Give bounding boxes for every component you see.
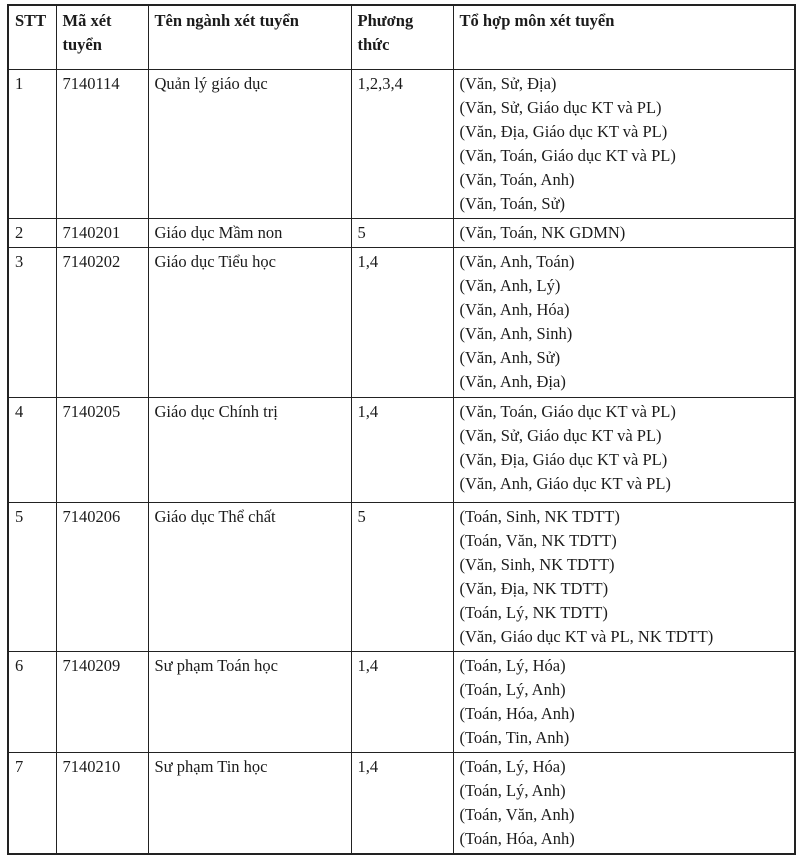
subject-combination: (Văn, Toán, Giáo dục KT và PL) bbox=[459, 402, 676, 421]
column-header-stt: STT bbox=[8, 5, 56, 70]
cell-ma-xet-tuyen: 7140201 bbox=[56, 219, 148, 248]
cell-stt: 1 bbox=[8, 70, 56, 219]
table-row bbox=[8, 398, 795, 503]
admission-criteria-table bbox=[7, 4, 796, 855]
cell-ten-nganh: Quản lý giáo dục bbox=[148, 70, 351, 219]
cell-ten-nganh: Sư phạm Tin học bbox=[148, 753, 351, 855]
subject-combination: (Văn, Anh, Lý) bbox=[459, 276, 561, 295]
cell-to-hop bbox=[453, 70, 795, 219]
table-row bbox=[8, 248, 795, 398]
table-row bbox=[8, 503, 795, 652]
header-row bbox=[8, 5, 795, 70]
cell-to-hop bbox=[453, 219, 795, 248]
cell-ma-xet-tuyen: 7140209 bbox=[56, 652, 148, 753]
table-row bbox=[8, 753, 795, 855]
cell-ten-nganh: Giáo dục Thể chất bbox=[148, 503, 351, 652]
subject-combination: (Văn, Địa, Giáo dục KT và PL) bbox=[459, 450, 668, 469]
cell-ten-nganh: Sư phạm Toán học bbox=[148, 652, 351, 753]
subject-combination: (Toán, Sinh, NK TDTT) bbox=[459, 507, 620, 526]
column-header-ma-xet-tuyen: Mã xét tuyển bbox=[56, 5, 148, 70]
cell-phuong-thuc: 1,4 bbox=[351, 248, 453, 398]
cell-phuong-thuc: 1,4 bbox=[351, 652, 453, 753]
cell-stt: 5 bbox=[8, 503, 56, 652]
subject-combination: (Văn, Địa, Giáo dục KT và PL) bbox=[459, 122, 668, 141]
subject-combination: (Văn, Sinh, NK TDTT) bbox=[459, 555, 615, 574]
cell-stt: 7 bbox=[8, 753, 56, 855]
cell-phuong-thuc: 1,2,3,4 bbox=[351, 70, 453, 219]
subject-combination: (Toán, Lý, Anh) bbox=[459, 680, 566, 699]
cell-ma-xet-tuyen: 7140206 bbox=[56, 503, 148, 652]
subject-combination: (Toán, Lý, Hóa) bbox=[459, 757, 566, 776]
cell-phuong-thuc: 1,4 bbox=[351, 398, 453, 503]
column-header-phuong-thuc: Phương thức bbox=[351, 5, 453, 70]
column-header-ten-nganh-xet-tuyen: Tên ngành xét tuyển bbox=[148, 5, 351, 70]
subject-combination: (Toán, Lý, Anh) bbox=[459, 781, 566, 800]
table-row bbox=[8, 219, 795, 248]
subject-combination: (Toán, Văn, NK TDTT) bbox=[459, 531, 617, 550]
cell-stt: 6 bbox=[8, 652, 56, 753]
cell-to-hop bbox=[453, 398, 795, 503]
subject-combination: (Văn, Anh, Sử) bbox=[459, 348, 561, 367]
subject-combination: (Văn, Anh, Hóa) bbox=[459, 300, 570, 319]
subject-combination: (Toán, Lý, NK TDTT) bbox=[459, 603, 608, 622]
subject-combination: (Văn, Giáo dục KT và PL, NK TDTT) bbox=[459, 627, 714, 646]
cell-ten-nganh: Giáo dục Tiểu học bbox=[148, 248, 351, 398]
subject-combination: (Toán, Tin, Anh) bbox=[459, 728, 570, 747]
cell-to-hop bbox=[453, 753, 795, 855]
cell-ma-xet-tuyen: 7140114 bbox=[56, 70, 148, 219]
subject-combination: (Văn, Toán, NK GDMN) bbox=[459, 223, 626, 242]
subject-combination: (Toán, Lý, Hóa) bbox=[459, 656, 566, 675]
cell-ten-nganh: Giáo dục Mầm non bbox=[148, 219, 351, 248]
cell-stt: 3 bbox=[8, 248, 56, 398]
subject-combination: (Toán, Hóa, Anh) bbox=[459, 704, 575, 723]
cell-ten-nganh: Giáo dục Chính trị bbox=[148, 398, 351, 503]
table-row bbox=[8, 652, 795, 753]
table-body bbox=[8, 70, 795, 855]
subject-combination: (Văn, Anh, Toán) bbox=[459, 252, 575, 271]
subject-combination: (Văn, Anh, Sinh) bbox=[459, 324, 573, 343]
cell-to-hop bbox=[453, 248, 795, 398]
cell-phuong-thuc: 5 bbox=[351, 219, 453, 248]
subject-combination: (Văn, Anh, Giáo dục KT và PL) bbox=[459, 474, 671, 493]
column-header-to-hop-mon-xet-tuyen: Tổ hợp môn xét tuyển bbox=[453, 5, 795, 70]
subject-combination: (Văn, Anh, Địa) bbox=[459, 372, 566, 391]
subject-combination: (Văn, Sử, Giáo dục KT và PL) bbox=[459, 98, 662, 117]
subject-combination: (Văn, Toán, Anh) bbox=[459, 170, 575, 189]
subject-combination: (Văn, Sử, Địa) bbox=[459, 74, 557, 93]
document-page bbox=[0, 4, 801, 848]
subject-combination: (Văn, Toán, Sử) bbox=[459, 194, 566, 213]
cell-phuong-thuc: 1,4 bbox=[351, 753, 453, 855]
cell-to-hop bbox=[453, 503, 795, 652]
cell-phuong-thuc: 5 bbox=[351, 503, 453, 652]
table-row bbox=[8, 70, 795, 219]
subject-combination: (Toán, Hóa, Anh) bbox=[459, 829, 575, 848]
cell-ma-xet-tuyen: 7140202 bbox=[56, 248, 148, 398]
subject-combination: (Văn, Toán, Giáo dục KT và PL) bbox=[459, 146, 676, 165]
subject-combination: (Toán, Văn, Anh) bbox=[459, 805, 575, 824]
cell-ma-xet-tuyen: 7140205 bbox=[56, 398, 148, 503]
subject-combination: (Văn, Địa, NK TDTT) bbox=[459, 579, 609, 598]
cell-stt: 2 bbox=[8, 219, 56, 248]
cell-ma-xet-tuyen: 7140210 bbox=[56, 753, 148, 855]
subject-combination: (Văn, Sử, Giáo dục KT và PL) bbox=[459, 426, 662, 445]
cell-stt: 4 bbox=[8, 398, 56, 503]
cell-to-hop bbox=[453, 652, 795, 753]
